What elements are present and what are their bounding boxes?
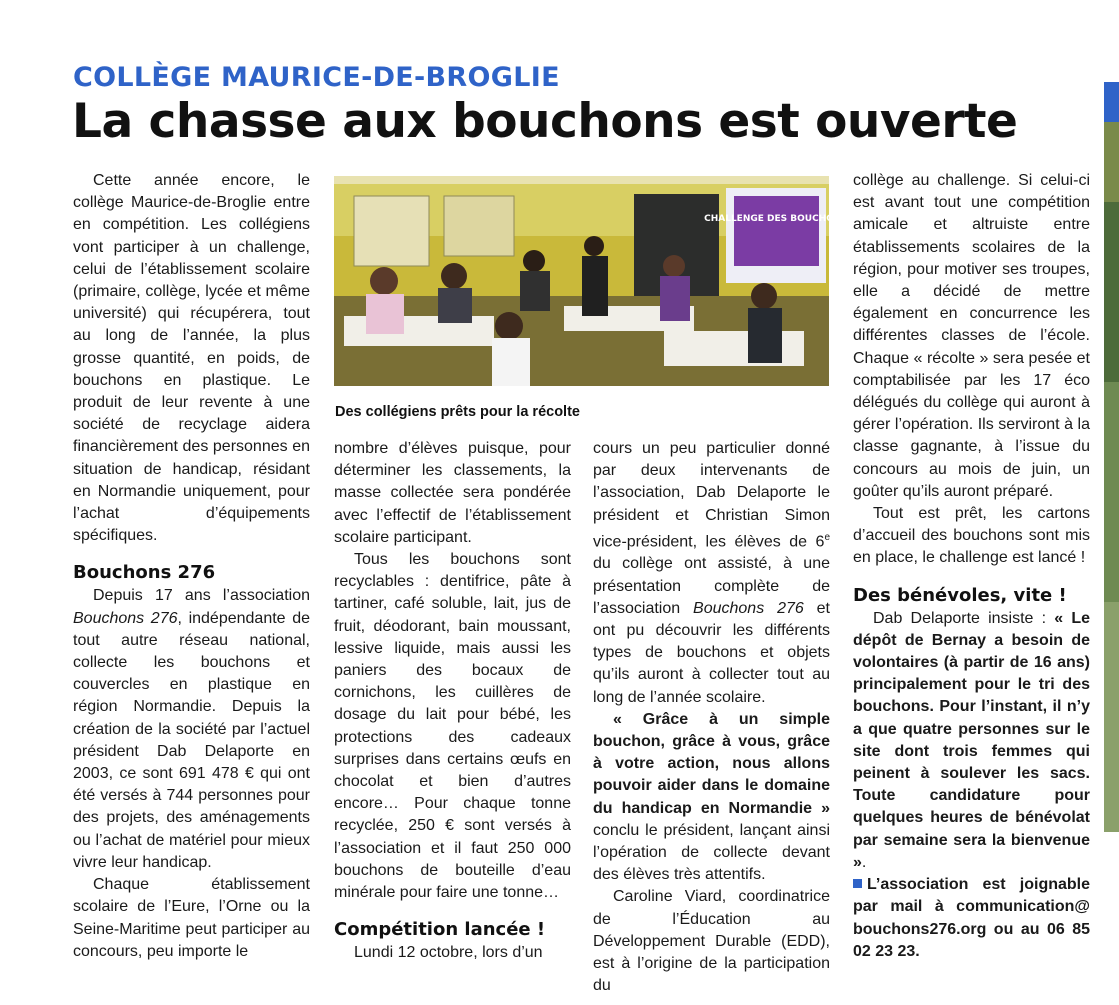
paragraph-quote: « Grâce à un simple bouchon, grâce à vous, grâce à votre action, nous allons pouvoir aider dans le domaine du handicap en Normandie » conclu le président, lançant ainsi l’opération de collecte devant des élèves très attentifs. xyxy=(593,710,830,884)
paragraph-intro: Cette année encore, le collège Maurice-de-Broglie entre en compétition. Les collégiens vont participer à un challenge, celui de l’établissement scolaire (primaire, collège, lycée et même université) qui récupérera, tout au long de l’année, la plus grosse quantité, en poids, de bouchons en plastique. Le produit de leur revente à une société de recyclage aidera financièrement des personnes en situation de handicap, résidant en Normandie uniquement, pour l’achat d’équipements spécifiques. xyxy=(73,172,310,545)
bullet-square-icon xyxy=(853,879,862,888)
subhead-competition: Compétition lancée ! xyxy=(334,919,546,941)
screen-text: CHALLENGE DES BOUCHONS xyxy=(704,214,848,224)
column-1 xyxy=(73,170,310,963)
classroom-photo-illustration xyxy=(334,176,848,386)
column-2 xyxy=(334,438,571,964)
paragraph-pondere: nombre d’élèves puisque, pour déterminer les classements, la masse collectée sera pondérée avec l’effectif de l’établissement scolaire participant. xyxy=(334,440,571,546)
paragraph-challenge: collège au challenge. Si celui-ci est avant tout une compétition amicale et altruiste entre établissements scolaires de la région, pour motiver ses troupes, elle a décidé de mettre également en concurrence les différentes classes de l’école. Chaque « récolte » sera pesée et comptabilisée par les 17 éco délégués du collège qui auront à gérer l’opération. Ils serviront à la classe gagnante, à l’issue du concours au mois de juin, un goûter qu’ils auront préparé. xyxy=(853,172,1090,500)
paragraph-association: Depuis 17 ans l’association Bouchons 276, indépendante de tout autre réseau national, collecte les bouchons et couvercles en plastique en région Normandie. Depuis la création de la société par l’actuel président Dab Delaporte en 2003, ce sont 691 478 € qui ont été versés à 744 personnes pour des projets, des aménagements ou l’achat de matériel pour mieux vivre leur handicap. xyxy=(73,587,310,871)
article-title: La chasse aux bouchons est ouverte xyxy=(72,94,1018,149)
paragraph-caroline: Caroline Viard, coordinatrice de l’Éducation au Développement Durable (EDD), est à l’origine de la participation du xyxy=(593,888,830,995)
paragraph-recyclables: Tous les bouchons sont recyclables : dentifrice, pâte à tartiner, café soluble, lait, jus de fruit, déodorant, bain moussant, lessive liquide, mais aussi les paniers des bocaux de cornichons, les cuillères de dosage du lait pour bébé, les protections des cadeaux surprises dans certains œufs en chocolat et bien d’autres encore… Pour chaque tonne recyclée, 250 € sont versés à l’association et il faut 250 000 bouchons de bouteille d’eau minérale pour faire une tonne… xyxy=(334,551,571,902)
column-4 xyxy=(853,170,1090,963)
paragraph-pret: Tout est prêt, les cartons d’accueil des bouchons sont mis en place, le challenge est lancé ! xyxy=(853,505,1090,567)
subhead-bouchons-276: Bouchons 276 xyxy=(73,562,216,584)
paragraph-cours: cours un peu particulier donné par deux intervenants de l’association, Dab Delaporte le président et Christian Simon vice-président, les élèves de 6e du collège ont assisté, à une présentation complète de l’association Bouchons 276 et ont pu découvrir les différents types de bouchons et objets qu’ils auront à collecter tout au long de l’année scolaire. xyxy=(593,440,830,706)
column-3 xyxy=(593,438,830,997)
article-kicker: COLLÈGE MAURICE-DE-BROGLIE xyxy=(73,62,560,93)
article-photo xyxy=(334,176,848,386)
paragraph-contact: L’association est joignable par mail à communication@ bouchons276.org ou au 06 85 02 23 23. xyxy=(853,876,1090,960)
subhead-benevoles: Des bénévoles, vite ! xyxy=(853,584,1067,606)
photo-caption: Des collégiens prêts pour la récolte xyxy=(335,404,580,420)
paragraph-etablissement: Chaque établissement scolaire de l’Eure, l’Orne ou la Seine-Maritime peut participer au concours, peu importe le xyxy=(73,876,310,960)
adjacent-page-edge xyxy=(1104,82,1119,832)
paragraph-lundi: Lundi 12 octobre, lors d’un xyxy=(354,944,543,962)
paragraph-insiste: Dab Delaporte insiste : « Le dépôt de Bernay a besoin de volontaires (à partir de 16 ans) principalement pour le tri des bouchons. Pour l’instant, il n’y a que quatre personnes sur le site dont trois femmes qui peinent à soulever les sacs. Toute candidature pour quelques heures de bénévolat par semaine sera la bienvenue ». xyxy=(853,609,1090,871)
